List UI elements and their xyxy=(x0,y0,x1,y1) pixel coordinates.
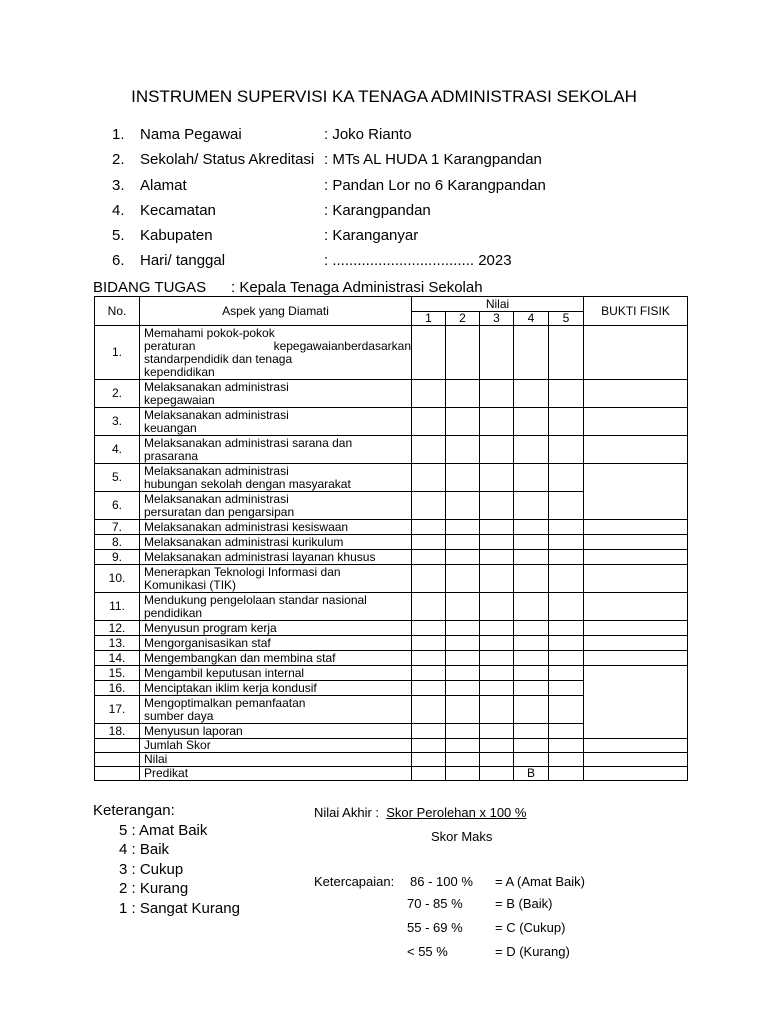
score-cell[interactable] xyxy=(480,436,514,464)
bukti-fisik-cell[interactable] xyxy=(584,593,688,621)
row-aspek-line: hubungan sekolah dengan masyarakat xyxy=(144,476,351,491)
score-cell[interactable] xyxy=(412,535,446,550)
score-cell[interactable] xyxy=(480,380,514,408)
score-cell[interactable] xyxy=(412,651,446,666)
info-value: : Pandan Lor no 6 Karangpandan xyxy=(324,176,546,194)
summary-blank xyxy=(95,753,140,767)
score-cell[interactable] xyxy=(549,651,584,666)
row-number: 16. xyxy=(95,681,140,696)
row-aspek-line: Memahami pokok-pokok xyxy=(144,325,275,340)
info-value: : MTs AL HUDA 1 Karangpandan xyxy=(324,151,542,169)
bidang-value: : Kepala Tenaga Administrasi Sekolah xyxy=(231,279,483,296)
row-aspek-line: Mendukung pengelolaan standar nasional xyxy=(144,592,367,607)
row-aspek-line: Melaksanakan administrasi xyxy=(144,491,289,506)
score-cell[interactable] xyxy=(446,520,480,535)
summary-label: Predikat xyxy=(140,767,412,781)
summary-row xyxy=(95,753,688,767)
score-cell[interactable] xyxy=(412,724,446,739)
nilai-akhir-formula: Skor Perolehan x 100 % xyxy=(386,805,527,820)
bukti-fisik-cell[interactable] xyxy=(584,739,688,753)
score-cell[interactable] xyxy=(514,535,549,550)
keterangan xyxy=(93,801,240,918)
score-cell[interactable] xyxy=(549,681,584,696)
header-bukti-fisik: BUKTI FISIK xyxy=(584,297,688,326)
row-aspek-line: kepegawaian xyxy=(144,392,215,407)
summary-score-cell[interactable] xyxy=(480,739,514,753)
score-cell[interactable] xyxy=(480,651,514,666)
score-cell[interactable] xyxy=(514,621,549,636)
score-cell[interactable] xyxy=(514,492,549,520)
info-label: Nama Pegawai xyxy=(140,126,242,143)
score-cell[interactable] xyxy=(412,326,446,380)
row-aspek xyxy=(140,535,412,550)
row-aspek xyxy=(140,593,412,621)
score-cell[interactable] xyxy=(446,550,480,565)
score-cell[interactable] xyxy=(446,666,480,681)
row-number: 11. xyxy=(95,593,140,621)
info-label: Kecamatan xyxy=(140,201,216,219)
score-cell[interactable] xyxy=(549,520,584,535)
summary-score-cell[interactable] xyxy=(480,767,514,781)
summary-row xyxy=(95,767,688,781)
row-number: 5. xyxy=(95,464,140,492)
row-aspek-line: Melaksanakan administrasi kesiswaan xyxy=(144,519,349,534)
score-cell[interactable] xyxy=(446,724,480,739)
row-aspek-line: Menerapkan Teknologi Informasi dan xyxy=(144,564,341,579)
row-aspek-line: persuratan dan pengarsipan xyxy=(144,504,295,519)
score-cell[interactable] xyxy=(412,696,446,724)
row-aspek-line: Mengambil keputusan internal xyxy=(144,665,305,680)
table-row xyxy=(95,408,688,436)
summary-score-cell[interactable] xyxy=(549,739,584,753)
header-score-4: 4 xyxy=(514,312,549,326)
row-aspek xyxy=(140,408,412,436)
header-score-1: 1 xyxy=(412,312,446,326)
summary-score-cell[interactable] xyxy=(446,739,480,753)
score-cell[interactable] xyxy=(480,666,514,681)
score-cell[interactable] xyxy=(549,436,584,464)
score-cell[interactable] xyxy=(480,550,514,565)
score-cell[interactable] xyxy=(514,696,549,724)
row-aspek-line: Menciptakan iklim kerja kondusif xyxy=(144,680,317,695)
row-number: 2. xyxy=(95,380,140,408)
summary-blank xyxy=(95,767,140,781)
keterangan-item: 1 : Sangat Kurang xyxy=(119,899,240,917)
bukti-fisik-cell[interactable] xyxy=(584,753,688,767)
info-value: : Karanganyar xyxy=(324,227,419,245)
score-cell[interactable] xyxy=(446,696,480,724)
row-aspek xyxy=(140,724,412,739)
score-cell[interactable] xyxy=(549,724,584,739)
score-cell[interactable] xyxy=(514,520,549,535)
info-number: 5. xyxy=(112,227,125,245)
score-cell[interactable] xyxy=(446,464,480,492)
score-cell[interactable] xyxy=(514,666,549,681)
bukti-fisik-cell[interactable] xyxy=(584,380,688,408)
nilai-akhir xyxy=(314,805,526,820)
info-label: Alamat xyxy=(140,176,187,194)
score-cell[interactable] xyxy=(412,681,446,696)
summary-score-cell[interactable] xyxy=(446,753,480,767)
keterangan-item: 2 : Kurang xyxy=(119,880,189,897)
info-number: 3. xyxy=(112,176,125,194)
info-number: 2. xyxy=(112,151,125,169)
ketercapaian-grade: = A (Amat Baik) xyxy=(495,874,585,889)
summary-blank xyxy=(95,739,140,753)
score-cell[interactable] xyxy=(412,520,446,535)
score-cell[interactable] xyxy=(480,681,514,696)
score-cell[interactable] xyxy=(412,593,446,621)
score-cell[interactable] xyxy=(549,565,584,593)
row-number: 12. xyxy=(95,621,140,636)
row-number: 13. xyxy=(95,636,140,651)
row-number: 14. xyxy=(95,651,140,666)
row-aspek xyxy=(140,621,412,636)
table-row xyxy=(95,535,688,550)
info-row xyxy=(112,151,546,176)
row-number: 3. xyxy=(95,408,140,436)
keterangan-item: 4 : Baik xyxy=(119,841,170,858)
row-aspek xyxy=(140,436,412,464)
ketercapaian-label: Ketercapaian: xyxy=(314,874,395,889)
row-aspek xyxy=(140,326,412,380)
bukti-fisik-cell[interactable] xyxy=(584,408,688,436)
bidang-label: BIDANG TUGAS xyxy=(93,279,207,296)
row-number: 9. xyxy=(95,550,140,565)
row-aspek-line: Menyusun program kerja xyxy=(144,620,277,635)
score-cell[interactable] xyxy=(412,464,446,492)
nilai-akhir-label: Nilai Akhir : xyxy=(314,805,380,820)
score-cell[interactable] xyxy=(480,408,514,436)
score-cell[interactable] xyxy=(480,621,514,636)
score-cell[interactable] xyxy=(446,492,480,520)
row-aspek-line: Mengorganisasikan staf xyxy=(144,635,271,650)
score-cell[interactable] xyxy=(514,565,549,593)
bukti-fisik-cell[interactable] xyxy=(584,565,688,593)
ketercapaian-grade: = B (Baik) xyxy=(495,896,553,911)
score-cell[interactable] xyxy=(514,326,549,380)
info-number: 1. xyxy=(112,126,125,143)
ketercapaian-grade: = D (Kurang) xyxy=(495,944,570,959)
score-cell[interactable] xyxy=(480,593,514,621)
info-number: 4. xyxy=(112,201,125,219)
table-row xyxy=(95,464,688,492)
header-score-2: 2 xyxy=(446,312,480,326)
score-cell[interactable] xyxy=(480,724,514,739)
score-cell[interactable] xyxy=(412,565,446,593)
row-aspek xyxy=(140,565,412,593)
score-cell[interactable] xyxy=(549,408,584,436)
row-aspek-line: Melaksanakan administrasi sarana dan xyxy=(144,435,353,450)
page-title: INSTRUMEN SUPERVISI KA TENAGA ADMINISTRASI SEKOLAH xyxy=(131,87,637,106)
bukti-fisik-cell[interactable] xyxy=(584,621,688,636)
summary-score-cell[interactable] xyxy=(412,739,446,753)
row-aspek-line: Mengoptimalkan pemanfaatan xyxy=(144,695,306,710)
score-cell[interactable] xyxy=(514,380,549,408)
row-aspek-line: Melaksanakan administrasi layanan khusus xyxy=(144,549,376,564)
row-aspek-line: sumber daya xyxy=(144,708,214,723)
row-number: 1. xyxy=(95,326,140,380)
row-aspek xyxy=(140,696,412,724)
score-cell[interactable] xyxy=(549,550,584,565)
score-cell[interactable] xyxy=(480,535,514,550)
row-aspek xyxy=(140,464,412,492)
row-aspek xyxy=(140,636,412,651)
bukti-fisik-cell[interactable] xyxy=(584,666,688,739)
info-row xyxy=(112,252,546,277)
row-aspek xyxy=(140,520,412,535)
info-row xyxy=(112,177,546,202)
table-row xyxy=(95,436,688,464)
score-cell[interactable] xyxy=(514,724,549,739)
score-cell[interactable] xyxy=(480,464,514,492)
header-score-3: 3 xyxy=(480,312,514,326)
ketercapaian-range: 55 - 69 % xyxy=(407,920,463,935)
score-cell[interactable] xyxy=(514,464,549,492)
score-cell[interactable] xyxy=(514,681,549,696)
summary-score-cell[interactable]: B xyxy=(514,767,549,781)
summary-score-cell[interactable] xyxy=(549,753,584,767)
bukti-fisik-cell[interactable] xyxy=(584,651,688,666)
bukti-fisik-cell[interactable] xyxy=(584,326,688,380)
table-row xyxy=(95,550,688,565)
row-aspek xyxy=(140,651,412,666)
score-cell[interactable] xyxy=(412,550,446,565)
table-row xyxy=(95,326,688,380)
summary-row xyxy=(95,739,688,753)
score-cell[interactable] xyxy=(480,492,514,520)
summary-score-cell[interactable] xyxy=(514,739,549,753)
info-value: : Karangpandan xyxy=(324,201,431,219)
score-cell[interactable] xyxy=(514,436,549,464)
score-cell[interactable] xyxy=(446,681,480,696)
row-aspek xyxy=(140,492,412,520)
score-cell[interactable] xyxy=(514,550,549,565)
score-cell[interactable] xyxy=(549,621,584,636)
info-row xyxy=(112,126,546,151)
row-aspek-line: kependidikan xyxy=(144,364,215,379)
score-cell[interactable] xyxy=(446,565,480,593)
keterangan-item: 3 : Cukup xyxy=(119,860,184,878)
summary-label: Nilai xyxy=(140,753,412,767)
row-number: 10. xyxy=(95,565,140,593)
score-cell[interactable] xyxy=(549,326,584,380)
nilai-akhir-denominator: Skor Maks xyxy=(431,829,493,844)
ketercapaian-range: 86 - 100 % xyxy=(410,874,473,889)
row-number: 17. xyxy=(95,696,140,724)
row-aspek-line: standarpendidik dan tenaga xyxy=(144,351,293,366)
row-aspek-line: Mengembangkan dan membina staf xyxy=(144,650,336,665)
row-aspek-line: peraturan kepegawaianberdasarkan xyxy=(144,338,411,353)
row-number: 6. xyxy=(95,492,140,520)
score-cell[interactable] xyxy=(549,492,584,520)
row-number: 4. xyxy=(95,436,140,464)
supervision-table xyxy=(94,296,688,781)
row-aspek xyxy=(140,681,412,696)
score-cell[interactable] xyxy=(412,492,446,520)
score-cell[interactable] xyxy=(514,593,549,621)
table-row xyxy=(95,666,688,681)
bukti-fisik-cell[interactable] xyxy=(584,636,688,651)
score-cell[interactable] xyxy=(412,666,446,681)
table-row xyxy=(95,593,688,621)
row-number: 8. xyxy=(95,535,140,550)
score-cell[interactable] xyxy=(549,636,584,651)
score-cell[interactable] xyxy=(514,636,549,651)
row-aspek-line: pendidikan xyxy=(144,605,203,620)
table-row xyxy=(95,651,688,666)
header-aspek: Aspek yang Diamati xyxy=(140,297,412,326)
summary-score-cell[interactable] xyxy=(412,753,446,767)
table-row xyxy=(95,636,688,651)
bukti-fisik-cell[interactable] xyxy=(584,535,688,550)
score-cell[interactable] xyxy=(412,380,446,408)
row-aspek-line: prasarana xyxy=(144,448,199,463)
header-no: No. xyxy=(95,297,140,326)
score-cell[interactable] xyxy=(549,696,584,724)
summary-score-cell[interactable] xyxy=(446,767,480,781)
info-value: : Joko Rianto xyxy=(324,126,412,143)
keterangan-title: Keterangan: xyxy=(93,802,175,819)
summary-score-cell[interactable] xyxy=(514,753,549,767)
bukti-fisik-cell[interactable] xyxy=(584,550,688,565)
ketercapaian-range: < 55 % xyxy=(407,944,448,959)
table-row xyxy=(95,380,688,408)
identity-info xyxy=(112,126,546,278)
info-label: Sekolah/ Status Akreditasi xyxy=(140,151,315,169)
table-row xyxy=(95,621,688,636)
ketercapaian-range: 70 - 85 % xyxy=(407,896,463,911)
score-cell[interactable] xyxy=(446,593,480,621)
score-cell[interactable] xyxy=(480,520,514,535)
score-cell[interactable] xyxy=(480,696,514,724)
score-cell[interactable] xyxy=(549,464,584,492)
row-aspek-line: Melaksanakan administrasi xyxy=(144,463,289,478)
score-cell[interactable] xyxy=(446,535,480,550)
ketercapaian-grade: = C (Cukup) xyxy=(495,920,566,935)
score-cell[interactable] xyxy=(412,636,446,651)
score-cell[interactable] xyxy=(480,565,514,593)
info-row xyxy=(112,202,546,227)
row-aspek xyxy=(140,550,412,565)
score-cell[interactable] xyxy=(412,621,446,636)
header-nilai: Nilai xyxy=(412,297,584,312)
table-row xyxy=(95,565,688,593)
info-label: Kabupaten xyxy=(140,227,213,245)
score-cell[interactable] xyxy=(514,651,549,666)
score-cell[interactable] xyxy=(514,408,549,436)
score-cell[interactable] xyxy=(412,436,446,464)
bidang-tugas xyxy=(93,279,483,296)
score-cell[interactable] xyxy=(480,636,514,651)
row-aspek xyxy=(140,380,412,408)
summary-label: Jumlah Skor xyxy=(140,739,412,753)
row-aspek xyxy=(140,666,412,681)
row-aspek-line: Komunikasi (TIK) xyxy=(144,577,237,592)
row-aspek-line: Melaksanakan administrasi kurikulum xyxy=(144,534,344,549)
bukti-fisik-cell[interactable] xyxy=(584,520,688,535)
score-cell[interactable] xyxy=(446,651,480,666)
summary-score-cell[interactable] xyxy=(412,767,446,781)
table-row xyxy=(95,520,688,535)
keterangan-item: 5 : Amat Baik xyxy=(119,821,208,839)
summary-score-cell[interactable] xyxy=(480,753,514,767)
bukti-fisik-cell[interactable] xyxy=(584,464,688,520)
score-cell[interactable] xyxy=(446,621,480,636)
score-cell[interactable] xyxy=(446,636,480,651)
info-row xyxy=(112,227,546,252)
bukti-fisik-cell[interactable] xyxy=(584,436,688,464)
info-label: Hari/ tanggal xyxy=(140,252,226,270)
row-aspek-line: keuangan xyxy=(144,420,197,435)
info-number: 6. xyxy=(112,252,125,270)
score-cell[interactable] xyxy=(446,436,480,464)
summary-score-cell[interactable] xyxy=(549,767,584,781)
score-cell[interactable] xyxy=(549,380,584,408)
row-number: 18. xyxy=(95,724,140,739)
row-aspek-line: Menyusun laporan xyxy=(144,723,243,738)
row-number: 7. xyxy=(95,520,140,535)
score-cell[interactable] xyxy=(549,593,584,621)
row-number: 15. xyxy=(95,666,140,681)
score-cell[interactable] xyxy=(446,408,480,436)
score-cell[interactable] xyxy=(480,326,514,380)
row-aspek-line: Melaksanakan administrasi xyxy=(144,379,289,394)
info-value: : .................................. 2023 xyxy=(324,252,512,270)
bukti-fisik-cell[interactable] xyxy=(584,767,688,781)
score-cell[interactable] xyxy=(549,535,584,550)
row-aspek-line: Melaksanakan administrasi xyxy=(144,407,289,422)
header-score-5: 5 xyxy=(549,312,584,326)
score-cell[interactable] xyxy=(446,380,480,408)
score-cell[interactable] xyxy=(446,326,480,380)
score-cell[interactable] xyxy=(549,666,584,681)
score-cell[interactable] xyxy=(412,408,446,436)
